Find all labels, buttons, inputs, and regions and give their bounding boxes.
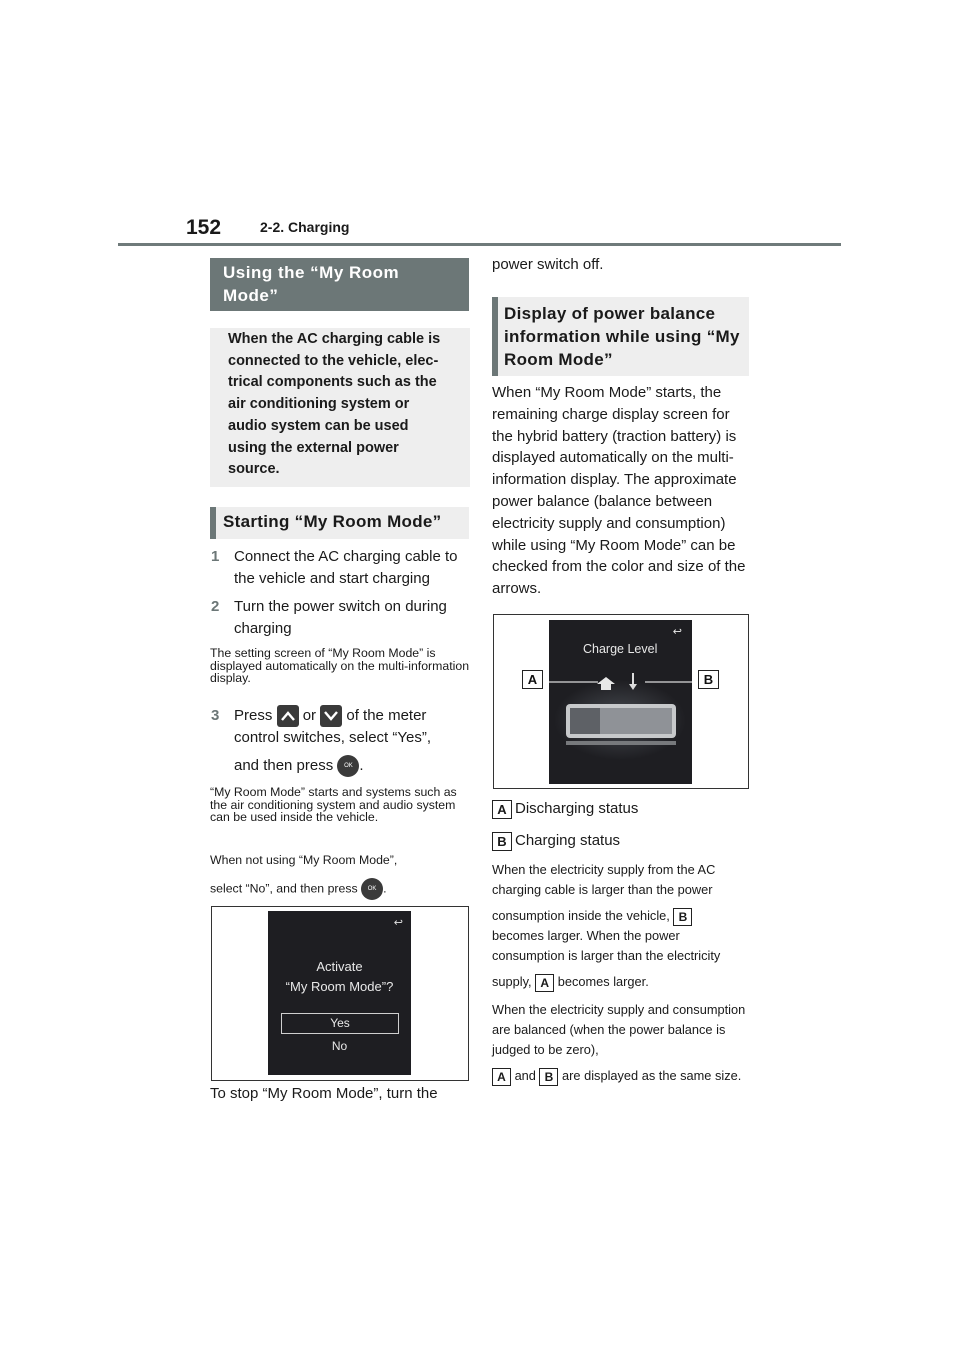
step-1 xyxy=(211,546,471,590)
ok-button-icon: OK xyxy=(361,878,383,900)
step-text: Press xyxy=(234,707,273,724)
screen-title: Charge Level xyxy=(583,642,658,656)
step-text: . xyxy=(359,757,364,775)
explanation-text: are displayed as the same size. xyxy=(562,1068,742,1083)
screen-line: “My Room Mode”? xyxy=(285,979,394,994)
header-rule xyxy=(118,243,841,246)
charge-level-illustration xyxy=(493,614,749,789)
step-text: Turn the power switch on during charging xyxy=(234,598,447,637)
note-text: . xyxy=(383,881,387,896)
step-2 xyxy=(211,596,471,640)
chevron-up-icon xyxy=(277,705,299,727)
back-icon: ↩ xyxy=(672,626,682,638)
intro-box xyxy=(210,328,470,487)
explanation-text: When the electricity supply from the AC charging cable is larger than the power xyxy=(492,862,716,897)
step-text: Connect the AC charging cable to the vehicle and start charging xyxy=(234,548,458,587)
back-icon: ↩ xyxy=(393,917,403,929)
inline-label-a: A xyxy=(535,974,554,992)
display-screen xyxy=(549,620,692,784)
explanation-1 xyxy=(492,860,747,992)
label-a: A xyxy=(522,670,543,689)
explanation-text: consumption inside the vehicle, xyxy=(492,908,670,923)
intro-line: audio system can be used xyxy=(228,417,409,434)
inline-label-b: B xyxy=(539,1068,558,1086)
intro-line: When the AC charging cable is xyxy=(228,331,441,347)
legend-a xyxy=(492,798,638,820)
inline-label-a: A xyxy=(492,1068,511,1086)
note-text: select “No”, and then press xyxy=(210,881,358,896)
label-b: B xyxy=(698,670,719,689)
ok-button-icon: OK xyxy=(337,755,359,777)
explanation-2 xyxy=(492,1000,747,1086)
step-number: 1 xyxy=(211,548,220,565)
heading-using-my-room-mode: Using the “My Room Mode” xyxy=(210,258,469,311)
step-number: 3 xyxy=(211,707,220,724)
note-setting-screen: The setting screen of “My Room Mode” is displayed automatically on the multi-information display. xyxy=(210,646,470,685)
power-balance-body: When “My Room Mode” starts, the remaining charge display screen for the hybrid battery (traction battery) is displayed automatically on the multi-information display. The approximate power balance (balance between electricity supply and consumption) while using “My Room Mode” can be checked from the color and size of the arrows. xyxy=(492,384,746,598)
legend-label-a: A xyxy=(492,800,512,819)
display-screen xyxy=(268,911,411,1075)
legend-text: Discharging status xyxy=(515,800,639,817)
intro-line: connected to the vehicle, elec- xyxy=(228,352,439,369)
explanation-text: supply, xyxy=(492,974,532,989)
note-starts: “My Room Mode” starts and systems such as the air conditioning system and audio system can be used inside the vehicle. xyxy=(210,785,457,824)
explanation-text: becomes larger. When the power consumption is larger than the electricity xyxy=(492,928,721,963)
legend-b xyxy=(492,830,620,852)
yes-option: Yes xyxy=(281,1013,399,1034)
step-text: of the meter control switches, select “Yes”, xyxy=(234,707,432,747)
inline-label-b: B xyxy=(673,908,692,926)
legend-label-b: B xyxy=(492,832,512,851)
intro-line: trical components such as the xyxy=(228,374,437,391)
step-number: 2 xyxy=(211,598,220,615)
intro-line: source. xyxy=(228,461,280,478)
charge-graphic xyxy=(549,620,692,784)
chevron-down-icon xyxy=(320,705,342,727)
stop-text: To stop “My Room Mode”, turn the xyxy=(210,1085,438,1102)
heading-starting-my-room-mode: Starting “My Room Mode” xyxy=(210,507,469,539)
explanation-text: When the electricity supply and consumption are balanced (when the power balance is judged to be zero), xyxy=(492,1002,746,1057)
intro-line: air conditioning system or xyxy=(228,396,410,413)
step-text: or xyxy=(302,707,317,724)
note-not-using: When not using “My Room Mode”, xyxy=(210,853,398,867)
stop-text-continued: power switch off. xyxy=(492,256,604,273)
screen-line: Activate xyxy=(316,959,363,974)
section-title: 2-2. Charging xyxy=(260,219,350,235)
intro-line: using the external power xyxy=(228,439,399,456)
legend-text: Charging status xyxy=(515,832,621,849)
step-text: and then press xyxy=(234,757,334,775)
step-3 xyxy=(211,705,471,775)
note-select-no xyxy=(210,878,470,900)
page-number: 152 xyxy=(186,216,222,239)
heading-power-balance: Display of power balance information while using “My Room Mode” xyxy=(492,297,749,376)
explanation-text: and xyxy=(514,1068,536,1083)
no-option: No xyxy=(331,1039,348,1053)
activate-screen-illustration xyxy=(211,906,469,1081)
explanation-text: becomes larger. xyxy=(557,974,649,989)
